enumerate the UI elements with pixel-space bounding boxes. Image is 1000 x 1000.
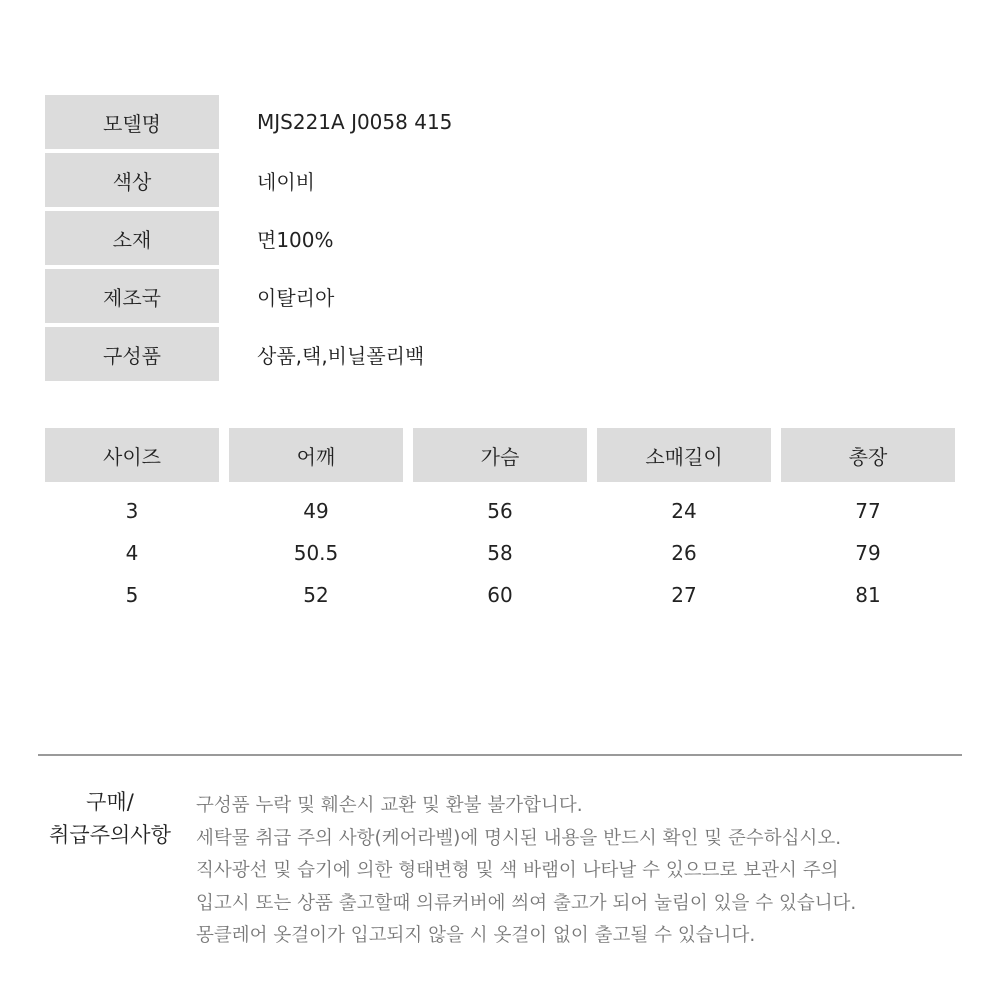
size-header-cell: 어깨 bbox=[229, 428, 403, 482]
size-cell: 56 bbox=[487, 499, 513, 523]
info-value: MJS221A J0058 415 bbox=[257, 110, 453, 134]
size-cell: 60 bbox=[487, 583, 513, 607]
info-value: 면100% bbox=[257, 227, 334, 252]
table-row bbox=[45, 574, 955, 616]
size-cell: 27 bbox=[671, 583, 697, 607]
table-row bbox=[45, 532, 955, 574]
size-cell: 3 bbox=[125, 499, 139, 523]
info-row-origin bbox=[45, 269, 645, 323]
info-value: 이탈리아 bbox=[257, 285, 335, 310]
info-row-color bbox=[45, 153, 645, 207]
size-cell: 26 bbox=[671, 541, 697, 565]
info-value: 상품,택,비닐폴리백 bbox=[257, 343, 425, 368]
size-cell: 58 bbox=[487, 541, 513, 565]
info-row-model bbox=[45, 95, 645, 149]
size-cell: 79 bbox=[855, 541, 881, 565]
size-cell: 4 bbox=[125, 541, 139, 565]
size-cell: 52 bbox=[303, 583, 329, 607]
care-title-line: 구매/ bbox=[86, 790, 134, 814]
list-item: 입고시 또는 상품 출고할때 의류커버에 씌여 출고가 되어 눌림이 있을 수 있습니다. bbox=[196, 892, 857, 914]
info-value: 네이비 bbox=[257, 169, 315, 194]
info-label: 제조국 bbox=[45, 269, 219, 323]
size-header-cell: 가슴 bbox=[413, 428, 587, 482]
size-cell: 81 bbox=[855, 583, 881, 607]
care-title-line: 취급주의사항 bbox=[49, 823, 171, 847]
list-item: 직사광선 및 습기에 의한 형태변형 및 색 바램이 나타날 수 있으므로 보관시 주의 bbox=[196, 860, 839, 881]
size-cell: 49 bbox=[303, 499, 329, 523]
section-divider bbox=[38, 754, 962, 756]
info-row-components bbox=[45, 327, 645, 381]
size-cell: 77 bbox=[855, 499, 881, 523]
list-item: 몽클레어 옷걸이가 입고되지 않을 시 옷걸이 없이 출고될 수 있습니다. bbox=[196, 925, 756, 946]
size-cell: 50.5 bbox=[293, 541, 339, 565]
size-cell: 24 bbox=[671, 499, 697, 523]
info-label: 색상 bbox=[45, 153, 219, 207]
size-table-header bbox=[45, 428, 955, 482]
size-header-cell: 사이즈 bbox=[45, 428, 219, 482]
list-item: 구성품 누락 및 훼손시 교환 및 환불 불가합니다. bbox=[196, 795, 583, 816]
table-row bbox=[45, 490, 955, 532]
size-table bbox=[45, 428, 955, 616]
list-item: 세탁물 취급 주의 사항(케어라벨)에 명시된 내용을 반드시 확인 및 준수하십시오. bbox=[196, 827, 842, 849]
info-label: 소재 bbox=[45, 211, 219, 265]
info-label: 구성품 bbox=[45, 327, 219, 381]
size-table-body bbox=[45, 482, 955, 616]
info-row-material bbox=[45, 211, 645, 265]
size-cell: 5 bbox=[125, 583, 139, 607]
size-header-cell: 소매길이 bbox=[597, 428, 771, 482]
product-info-table bbox=[45, 95, 645, 385]
info-label: 모델명 bbox=[45, 95, 219, 149]
care-notes-list bbox=[196, 790, 976, 953]
care-section-title bbox=[40, 786, 180, 852]
size-header-cell: 총장 bbox=[781, 428, 955, 482]
